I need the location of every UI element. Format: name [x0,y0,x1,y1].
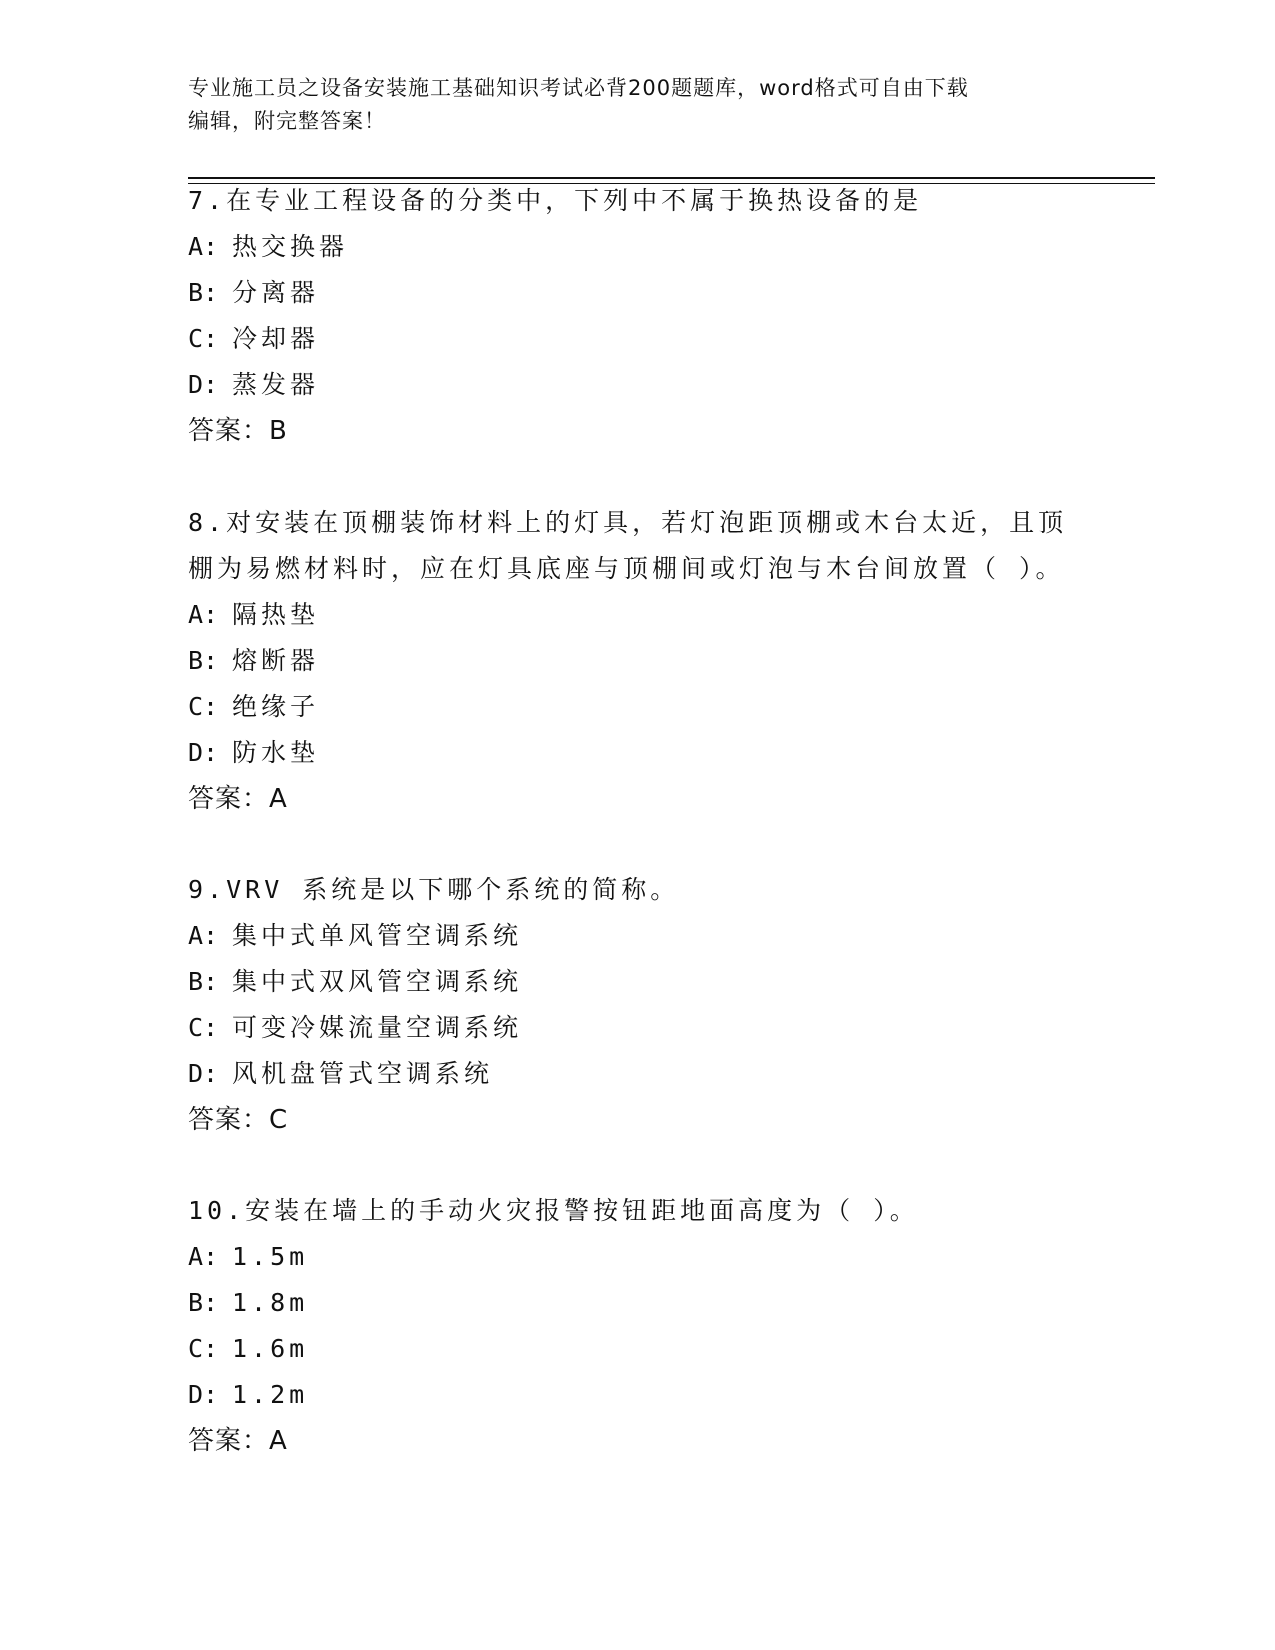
question-stem: 7.在专业工程设备的分类中，下列中不属于换热设备的是 [188,186,923,215]
answer: 答案：C [188,1105,289,1135]
option-c: C: 冷却器 [188,324,320,353]
option-c: C: 绝缘子 [188,692,320,721]
answer: 答案：B [188,416,288,446]
answer: 答案：A [188,1426,288,1456]
header-line-1: 专业施工员之设备安装施工基础知识考试必背200题题库，word格式可自由下载 [188,76,969,100]
option-a: A: 隔热垫 [188,600,320,629]
question-8 [188,500,1088,822]
option-b: B: 熔断器 [188,646,320,675]
question-stem: 10.安装在墙上的手动火灾报警按钮距地面高度为（ ）。 [188,1196,919,1225]
option-a: A: 1.5m [188,1242,309,1271]
option-d: D: 风机盘管式空调系统 [188,1059,494,1088]
question-10 [188,1188,1088,1464]
option-b: B: 集中式双风管空调系统 [188,967,523,996]
document-header [188,72,1078,138]
question-9 [188,867,1088,1143]
option-d: D: 防水垫 [188,738,320,767]
option-b: B: 1.8m [188,1288,309,1317]
option-d: D: 蒸发器 [188,370,320,399]
option-c: C: 1.6m [188,1334,309,1363]
option-b: B: 分离器 [188,278,320,307]
header-line-2: 编辑，附完整答案！ [188,109,386,133]
option-a: A: 集中式单风管空调系统 [188,921,523,950]
option-a: A: 热交换器 [188,232,349,261]
option-c: C: 可变冷媒流量空调系统 [188,1013,523,1042]
question-stem: 9.VRV 系统是以下哪个系统的简称。 [188,875,680,904]
question-7 [188,178,1088,454]
question-stem-line-2: 棚为易燃材料时，应在灯具底座与顶棚间或灯泡与木台间放置（ ）。 [188,554,1065,583]
option-d: D: 1.2m [188,1380,309,1409]
question-stem-line-1: 8.对安装在顶棚装饰材料上的灯具，若灯泡距顶棚或木台太近，且顶 [188,508,1068,537]
answer: 答案：A [188,784,288,814]
